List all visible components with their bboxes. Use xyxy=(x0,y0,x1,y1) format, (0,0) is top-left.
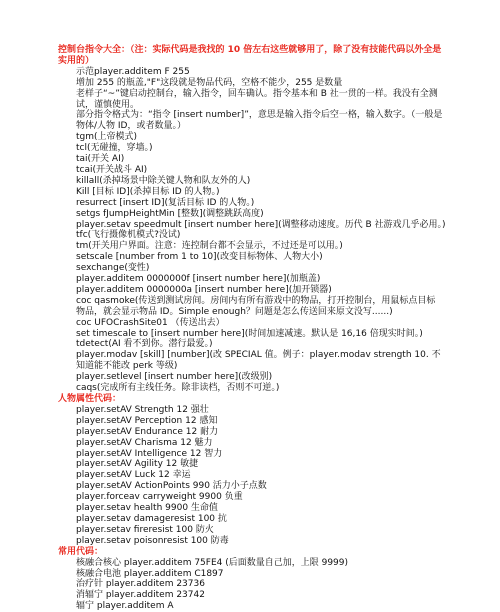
common-line: 消辐宁 player.additem 23742 xyxy=(76,590,205,601)
common-line: 辐宁 player.additem A xyxy=(76,601,174,612)
text-line: tcl(无碰撞，穿墙。) xyxy=(76,143,153,154)
text-line: Kill [目标 ID](杀掉目标 ID 的人物。) xyxy=(76,186,220,197)
attribute-line: player.setAV Charisma 12 魅力 xyxy=(76,437,213,448)
attribute-line: player.forceav carryweight 9900 负重 xyxy=(76,492,243,503)
text-line: sexchange(变性) xyxy=(76,263,150,274)
text-line: setscale [number from 1 to 10](改变目标物体、人物大小) xyxy=(76,252,323,263)
text-line: setgs fJumpHeightMin [整数](调整跳跃高度) xyxy=(76,208,264,219)
text-line: 部分指令格式为：“指令 [insert number]”，意思是输入指令后空一格，输入数字。（一般是物体/人物 ID，或者数量。） xyxy=(76,110,443,132)
header-title: 控制台指令大全：（注：实际代码是我找的 10 倍左右这些就够用了，除了没有技能代码以外全是实用的） xyxy=(58,45,442,66)
text-line: resurrect [insert ID](复活目标 ID 的人物。) xyxy=(76,197,255,208)
text-line: player.setav speedmult [insert number here](调整移动速度。历代 B 社游戏几乎必用。) xyxy=(76,219,446,230)
document-body xyxy=(58,45,444,612)
text-line: tm(开关用户界面。注意：连控制台都不会显示，不过还是可以用。) xyxy=(76,241,343,252)
text-line: 示范player.additem F 255 xyxy=(76,66,190,77)
attribute-line: player.setAV Endurance 12 耐力 xyxy=(76,426,219,437)
attribute-line: player.setav poisonresist 100 防毒 xyxy=(76,535,229,546)
attribute-line: player.setav fireresist 100 防火 xyxy=(76,524,214,535)
attribute-line: player.setAV Intelligence 12 智力 xyxy=(76,448,223,459)
common-line: 核融合核心 player.additem 75FE4 (后面数量自己加，上限 9999) xyxy=(76,557,349,568)
text-line: player.additem 0000000a [insert number here](加开锁器) xyxy=(76,284,332,295)
text-line: 增加 255 的瓶盖,"F"这段就是物品代码，空格不能少，255 是数量 xyxy=(76,77,343,88)
section-title-attributes: 人物属性代码： xyxy=(58,394,122,404)
text-line: tfc(飞行摄像机模式?没试) xyxy=(76,230,181,241)
text-line: player.setlevel [insert number here](改级别) xyxy=(76,372,273,383)
text-line: player.modav [skill] [number](改 SPECIAL 值。例子：player.modav strength 10. 不知道能不能改 perk 等级) xyxy=(76,350,441,372)
common-line: 核融合电池 player.additem C1897 xyxy=(76,568,224,579)
text-line: 老样子“~”键启动控制台，输入指令，回车确认。指令基本和 B 社一贯的一样。我没有全测试，谨慎使用。 xyxy=(76,88,438,110)
common-line: 治疗针 player.additem 23736 xyxy=(76,579,205,590)
attribute-line: player.setAV Perception 12 感知 xyxy=(76,415,218,426)
text-line: caqs(完成所有主线任务。除非读档，否则不可逆。) xyxy=(76,383,280,394)
attribute-line: player.setav health 9900 生命值 xyxy=(76,503,218,514)
attribute-line: player.setAV Strength 12 强壮 xyxy=(76,404,209,415)
text-line: tgm(上帝模式) xyxy=(76,132,138,143)
text-line: set timescale to [insert number here](时间加速减速。默认是 16,16 倍现实时间。) xyxy=(76,328,423,339)
text-line: player.additem 0000000f [insert number here](加瓶盖) xyxy=(76,274,321,285)
text-line: tai(开关 AI) xyxy=(76,154,125,165)
text-line: coc UFOCrashSite01 （传送出去） xyxy=(76,317,225,328)
attribute-line: player.setAV ActionPoints 990 活力小子点数 xyxy=(76,481,267,492)
attribute-line: player.setAV Luck 12 幸运 xyxy=(76,470,191,481)
attribute-line: player.setav damageresist 100 抗 xyxy=(76,513,227,524)
text-line: tdetect(AI 看不到你。潜行最爱。) xyxy=(76,339,213,350)
attribute-line: player.setAV Agility 12 敏捷 xyxy=(76,459,199,470)
text-line: coc qasmoke(传送到测试房间。房间内有所有游戏中的物品，打开控制台，用鼠标点目标物品，就会显示物品 ID。Simple enough？问题是怎么传送回来原文没写......) xyxy=(76,295,436,317)
text-line: tcai(开关战斗 AI) xyxy=(76,164,148,175)
section-title-common: 常用代码： xyxy=(58,546,104,557)
text-line: killall(杀掉场景中除关键人物和队友外的人) xyxy=(76,175,251,186)
